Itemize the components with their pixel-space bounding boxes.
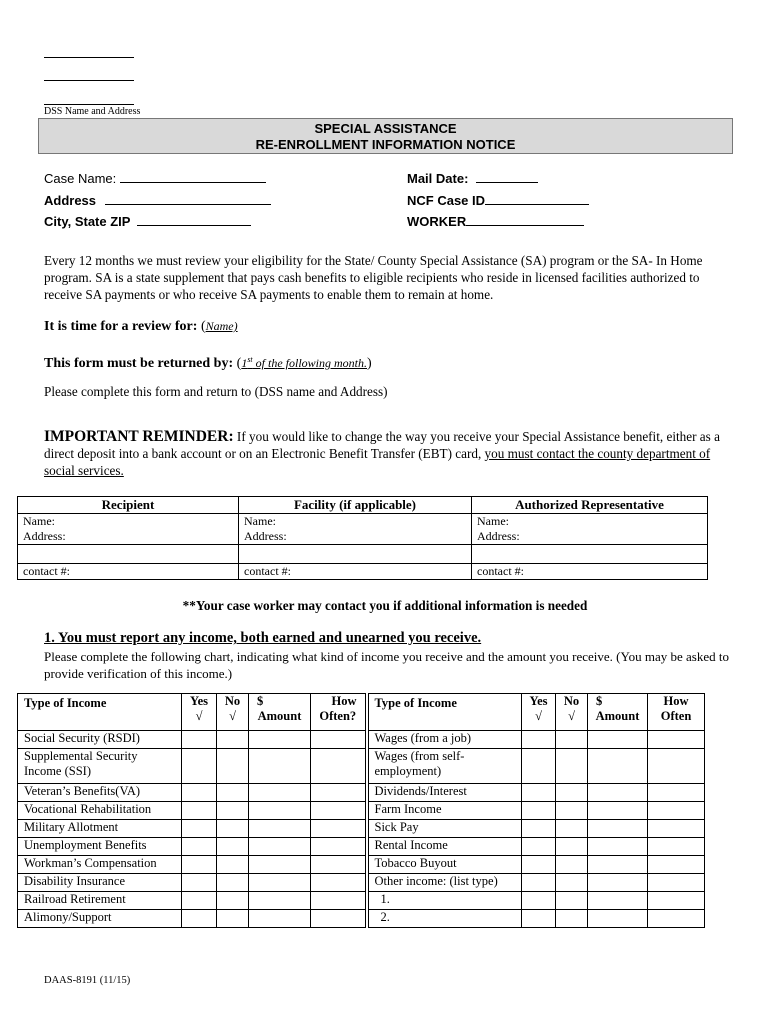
right-no-cell[interactable] [556, 874, 588, 892]
left-type-header: Type of Income [18, 694, 182, 731]
authorized-rep-header: Authorized Representative [472, 497, 708, 514]
table-row [18, 731, 705, 749]
return-label: This form must be returned by: [44, 356, 237, 371]
right-amount-header [588, 694, 648, 731]
left-how-often-cell[interactable] [311, 784, 367, 802]
right-amount-cell[interactable] [588, 838, 648, 856]
form-number-footer: DAAS-8191 (11/15) [44, 975, 131, 986]
city-state-zip-field[interactable] [44, 213, 251, 229]
left-amount-cell[interactable] [249, 856, 311, 874]
right-income-type: Dividends/Interest [367, 784, 522, 802]
case-name-label: Case Name: [44, 171, 117, 186]
right-income-type: Wages (from self-employment) [367, 749, 522, 784]
right-no-cell[interactable] [556, 856, 588, 874]
table-row [18, 892, 705, 910]
right-how-often-header [648, 694, 705, 731]
left-income-type: Disability Insurance [18, 874, 182, 892]
right-amount-cell[interactable] [588, 784, 648, 802]
address-field[interactable] [44, 192, 271, 208]
left-often-label: Often? [319, 709, 357, 723]
right-no-cell[interactable] [556, 731, 588, 749]
facility-contact-cell[interactable]: contact #: [239, 564, 472, 580]
left-no-cell[interactable] [217, 749, 249, 784]
right-amount-cell[interactable] [588, 892, 648, 910]
left-dollar-label: $ [257, 694, 264, 708]
right-no-cell[interactable] [556, 802, 588, 820]
recipient-name-cell[interactable]: Name: [18, 514, 239, 530]
address-blank[interactable] [105, 192, 271, 205]
recipient-address-cell[interactable]: Address: [18, 529, 239, 545]
right-type-header: Type of Income [367, 694, 522, 731]
right-yes-cell[interactable] [522, 820, 556, 838]
worker-field[interactable] [407, 213, 584, 229]
left-amount-header [249, 694, 311, 731]
left-no-cell[interactable] [217, 820, 249, 838]
left-no-cell[interactable] [217, 856, 249, 874]
left-yes-label: Yes [189, 694, 209, 708]
left-how-often-cell[interactable] [311, 892, 367, 910]
mail-date-blank[interactable] [476, 170, 538, 183]
return-close-paren: ) [367, 356, 372, 371]
right-income-type: Wages (from a job) [367, 731, 522, 749]
case-name-blank[interactable] [120, 170, 266, 183]
table-row [18, 545, 708, 564]
left-no-cell[interactable] [217, 910, 249, 928]
rep-blank-cell[interactable] [472, 545, 708, 564]
dss-line-2 [44, 80, 134, 81]
right-income-type: Sick Pay [367, 820, 522, 838]
table-row [18, 529, 708, 545]
left-how-often-cell[interactable] [311, 749, 367, 784]
right-yes-cell[interactable] [522, 856, 556, 874]
income-table-body [18, 731, 705, 928]
left-income-type: Military Allotment [18, 820, 182, 838]
left-income-type: Alimony/Support [18, 910, 182, 928]
right-amount-cell[interactable] [588, 874, 648, 892]
recipient-contact-cell[interactable]: contact #: [18, 564, 239, 580]
case-name-field[interactable] [44, 170, 266, 186]
return-open-paren: ( [236, 356, 242, 371]
left-amount-label: Amount [257, 709, 302, 723]
right-how-label: How [663, 694, 689, 708]
review-name-blank[interactable]: Name) [205, 319, 238, 333]
facility-header: Facility (if applicable) [239, 497, 472, 514]
contact-info-table [17, 496, 708, 580]
right-often-label: Often [660, 709, 692, 723]
ncf-case-id-label: NCF Case ID [407, 193, 486, 208]
right-how-often-cell[interactable] [648, 802, 705, 820]
right-amount-label: Amount [595, 709, 640, 723]
left-how-label: How [331, 694, 357, 708]
income-table [17, 693, 705, 928]
left-how-often-cell[interactable] [311, 910, 367, 928]
left-amount-cell[interactable] [249, 820, 311, 838]
left-how-often-cell[interactable] [311, 731, 367, 749]
right-income-type: Rental Income [367, 838, 522, 856]
table-row [18, 910, 705, 928]
left-amount-cell[interactable] [249, 802, 311, 820]
recipient-blank-cell[interactable] [18, 545, 239, 564]
table-row [18, 820, 705, 838]
ncf-case-id-field[interactable] [407, 192, 589, 208]
table-row [18, 784, 705, 802]
right-amount-cell[interactable] [588, 802, 648, 820]
left-yes-cell[interactable] [182, 838, 217, 856]
left-amount-cell[interactable] [249, 838, 311, 856]
left-yes-cell[interactable] [182, 910, 217, 928]
intro-paragraph: Every 12 months we must review your eligibility for the State/ County Special Assistance (SA) program or the SA- In Home program. SA is a state supplement that pays cash benefits to eligible recipients who reside in licensed facilities authorized to receive SA payments or who receive SA payments to enable them to remain at home. [44, 253, 703, 302]
left-how-often-cell[interactable] [311, 838, 367, 856]
left-no-cell[interactable] [217, 838, 249, 856]
table-row [18, 856, 705, 874]
left-no-cell[interactable] [217, 731, 249, 749]
right-yes-header [522, 694, 556, 731]
right-no-cell[interactable] [556, 910, 588, 928]
right-amount-cell[interactable] [588, 749, 648, 784]
title-line-1: SPECIAL ASSISTANCE [314, 121, 457, 136]
right-how-often-cell[interactable] [648, 874, 705, 892]
section-1-instructions: Please complete the following chart, indicating what kind of income you receive and the amount you receive. (You may be asked to provide verification of this income.) [44, 649, 729, 681]
reminder-label: IMPORTANT REMINDER: [44, 428, 234, 445]
right-no-cell[interactable] [556, 838, 588, 856]
right-no-check-icon: √ [568, 709, 575, 723]
right-how-often-cell[interactable] [648, 820, 705, 838]
right-how-often-cell[interactable] [648, 731, 705, 749]
left-amount-cell[interactable] [249, 892, 311, 910]
review-open-paren: ( [200, 319, 206, 334]
complete-instruction: Please complete this form and return to (DSS name and Address) [44, 384, 388, 399]
reminder-text: If you would like to change the way you receive your Special Assistance benefit, either as a direct deposit into a bank account or on an Electronic Benefit Transfer (EBT) card, [44, 429, 720, 461]
review-label: It is time for a review for: [44, 319, 201, 334]
dss-name-address-label: DSS Name and Address [44, 106, 141, 117]
facility-address-cell[interactable]: Address: [239, 529, 472, 545]
left-amount-cell[interactable] [249, 749, 311, 784]
right-no-header [556, 694, 588, 731]
right-yes-cell[interactable] [522, 784, 556, 802]
left-income-type: Railroad Retirement [18, 892, 182, 910]
table-row [18, 874, 705, 892]
dss-line-3 [44, 104, 134, 105]
left-no-cell[interactable] [217, 802, 249, 820]
left-yes-check-icon: √ [195, 709, 203, 723]
left-how-often-cell[interactable] [311, 856, 367, 874]
right-how-often-cell[interactable] [648, 892, 705, 910]
return-rest: of the following month. [252, 356, 367, 370]
right-how-often-cell[interactable] [648, 856, 705, 874]
left-no-header [217, 694, 249, 731]
left-income-type: Unemployment Benefits [18, 838, 182, 856]
caseworker-note: **Your case worker may contact you if additional information is needed [182, 598, 588, 613]
mail-date-label: Mail Date: [407, 171, 469, 186]
right-amount-cell[interactable] [588, 910, 648, 928]
left-how-often-cell[interactable] [311, 820, 367, 838]
ncf-case-id-blank[interactable] [485, 192, 589, 205]
reminder-contact-dss: you must contact the county department of social services. [44, 446, 711, 478]
right-yes-cell[interactable] [522, 802, 556, 820]
left-how-often-header [311, 694, 367, 731]
right-yes-cell[interactable] [522, 838, 556, 856]
left-no-check-icon: √ [229, 709, 236, 723]
left-yes-cell[interactable] [182, 856, 217, 874]
right-how-often-cell[interactable] [648, 910, 705, 928]
right-dollar-label: $ [596, 694, 603, 708]
recipient-header: Recipient [18, 497, 239, 514]
right-yes-cell[interactable] [522, 731, 556, 749]
city-state-zip-label: City, State ZIP [44, 214, 131, 229]
right-yes-cell[interactable] [522, 874, 556, 892]
left-income-type: Veteran’s Benefits(VA) [18, 784, 182, 802]
right-no-cell[interactable] [556, 749, 588, 784]
title-line-2: RE-ENROLLMENT INFORMATION NOTICE [255, 137, 516, 152]
right-no-cell[interactable] [556, 892, 588, 910]
facility-name-cell[interactable]: Name: [239, 514, 472, 530]
left-amount-cell[interactable] [249, 874, 311, 892]
left-yes-header [182, 694, 217, 731]
table-row [18, 514, 708, 530]
dss-line-1 [44, 57, 134, 58]
right-no-cell[interactable] [556, 820, 588, 838]
return-line [44, 351, 724, 372]
left-yes-cell[interactable] [182, 820, 217, 838]
left-yes-cell[interactable] [182, 784, 217, 802]
left-income-type: Supplemental Security Income (SSI) [18, 749, 182, 784]
income-header-row [18, 694, 705, 731]
right-yes-label: Yes [529, 694, 548, 708]
right-how-often-cell[interactable] [648, 749, 705, 784]
right-no-label: No [563, 694, 580, 708]
table-row [18, 749, 705, 784]
left-yes-cell[interactable] [182, 892, 217, 910]
right-income-type: Other income: (list type) [367, 874, 522, 892]
right-yes-check-icon: √ [535, 709, 542, 723]
right-amount-cell[interactable] [588, 731, 648, 749]
left-amount-cell[interactable] [249, 784, 311, 802]
left-yes-cell[interactable] [182, 749, 217, 784]
left-no-label: No [224, 694, 241, 708]
section-1-heading: 1. You must report any income, both earned and unearned you receive. [44, 630, 482, 646]
left-yes-cell[interactable] [182, 802, 217, 820]
left-yes-cell[interactable] [182, 874, 217, 892]
right-how-often-cell[interactable] [648, 784, 705, 802]
right-income-type: 2. [367, 910, 522, 928]
left-no-cell[interactable] [217, 784, 249, 802]
worker-label: WORKER [407, 214, 467, 229]
right-income-type: Tobacco Buyout [367, 856, 522, 874]
table-row [18, 802, 705, 820]
left-no-cell[interactable] [217, 874, 249, 892]
right-yes-cell[interactable] [522, 749, 556, 784]
table-row [18, 564, 708, 580]
facility-blank-cell[interactable] [239, 545, 472, 564]
left-yes-cell[interactable] [182, 731, 217, 749]
right-income-type: 1. [367, 892, 522, 910]
return-num: 1 [241, 356, 248, 370]
left-income-type: Workman’s Compensation [18, 856, 182, 874]
left-income-type: Vocational Rehabilitation [18, 802, 182, 820]
rep-contact-cell[interactable]: contact #: [472, 564, 708, 580]
right-amount-cell[interactable] [588, 820, 648, 838]
rep-name-cell[interactable]: Name: [472, 514, 708, 530]
right-no-cell[interactable] [556, 784, 588, 802]
left-how-often-cell[interactable] [311, 874, 367, 892]
left-income-type: Social Security (RSDI) [18, 731, 182, 749]
title-box [38, 118, 733, 154]
mail-date-field[interactable] [407, 170, 538, 186]
right-income-type: Farm Income [367, 802, 522, 820]
worker-blank[interactable] [466, 213, 584, 226]
city-state-zip-blank[interactable] [137, 213, 251, 226]
important-reminder [44, 428, 724, 479]
return-date-placeholder [241, 356, 367, 370]
left-how-often-cell[interactable] [311, 802, 367, 820]
right-how-often-cell[interactable] [648, 838, 705, 856]
left-amount-cell[interactable] [249, 910, 311, 928]
right-amount-cell[interactable] [588, 856, 648, 874]
rep-address-cell[interactable]: Address: [472, 529, 708, 545]
review-line [44, 318, 724, 335]
right-yes-cell[interactable] [522, 910, 556, 928]
address-label: Address [44, 193, 97, 208]
table-row [18, 838, 705, 856]
left-no-cell[interactable] [217, 892, 249, 910]
return-sup: st [247, 355, 253, 364]
left-amount-cell[interactable] [249, 731, 311, 749]
right-yes-cell[interactable] [522, 892, 556, 910]
